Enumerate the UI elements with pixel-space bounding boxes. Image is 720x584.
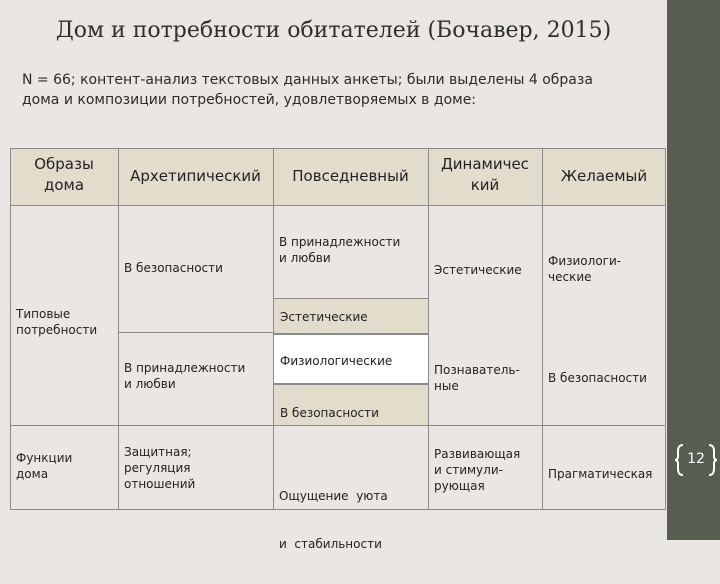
archetypal-need-2-line-1: В принадлежности [124,361,246,375]
everyday-need-1 [279,234,424,266]
everyday-need-1-line-2: и любви [279,251,331,265]
dynamic-need-1: Эстетические [434,263,522,277]
header-corner-line-2: дома [43,176,85,194]
header-corner-line-1: Образы [34,155,94,173]
dynamic-need-2 [434,362,540,394]
intro-line-2: дома и композиции потребностей, удовлетворяемых в доме: [22,92,477,108]
desired-need-2: В безопасности [548,371,647,385]
dynamic-need-2-line-1: Познаватель- [434,363,520,377]
header-everyday: Повседневный [292,167,409,185]
archetypal-function-line-3: отношений [124,477,196,491]
archetypal-need-2 [124,360,269,392]
dynamic-function-line-1: Развивающая [434,447,521,461]
header-dynamic [428,154,542,196]
desired-need-1-line-2: ческие [548,270,592,284]
shared-aesthetic-cell [273,298,429,334]
header-dynamic-line-2: кий [470,176,500,194]
needs-table [10,148,666,551]
archetypal-need-2-line-2: и любви [124,377,176,391]
header-desired: Желаемый [560,167,648,185]
desired-need-1 [548,253,664,285]
archetypal-function-line-2: регуляция [124,461,191,475]
everyday-need-2: Физиологические [280,354,393,368]
shared-safety-label: В безопасности [280,406,379,420]
row-label-needs-line-2: потребности [16,323,98,337]
dynamic-function-line-2: и стимули- [434,463,503,477]
slide-title: Дом и потребности обитателей (Бочавер, 2015) [55,18,612,43]
header-corner [10,154,118,196]
row-label-functions-line-2: дома [16,467,49,481]
dynamic-function-line-3: рующая [434,479,485,493]
header-dynamic-line-1: Динамичес [441,155,529,173]
everyday-function [279,456,424,584]
header-archetypal: Архетипический [130,167,261,185]
everyday-need-1-line-1: В принадлежности [279,235,401,249]
desired-need-1-line-1: Физиологи- [548,254,622,268]
desired-function: Прагматическая [548,467,653,481]
archetypal-function [124,444,269,492]
shared-aesthetic-label: Эстетические [280,310,368,324]
dynamic-need-2-line-2: ные [434,379,459,393]
row-label-functions [16,450,116,482]
page-number-badge [675,443,717,477]
intro-text [22,70,682,110]
dynamic-function [434,446,540,494]
everyday-function-line-1: Ощущение уюта [279,489,388,503]
everyday-need-2-cell [273,334,429,384]
archetypal-function-line-1: Защитная; [124,445,192,459]
archetypal-need-1: В безопасности [124,261,223,275]
row-label-needs-line-1: Типовые [16,307,71,321]
shared-safety-cell [273,384,429,426]
row-label-needs [16,306,116,338]
row-label-functions-line-1: Функции [16,451,73,465]
intro-line-1: N = 66; контент-анализ текстовых данных анкеты; были выделены 4 образа [22,72,593,88]
everyday-function-line-2: и стабильности [279,537,382,551]
page-number: 12 [687,451,705,467]
